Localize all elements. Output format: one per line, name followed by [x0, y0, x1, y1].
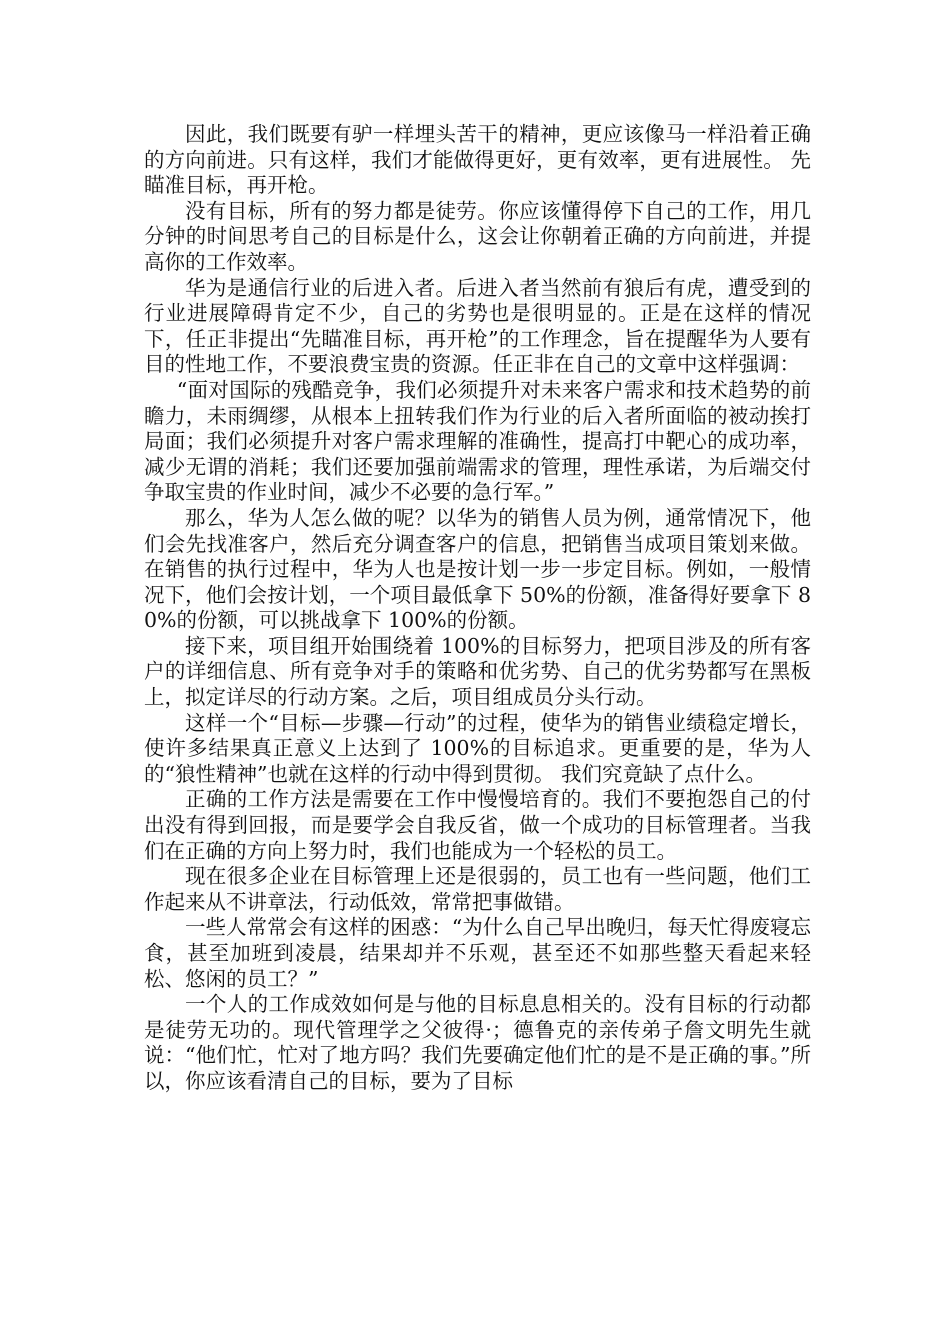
paragraph-6: 接下来，项目组开始围绕着 100%的目标努力，把项目涉及的所有客户的详细信息、所有竞争对手的策略和优劣势、自己的优劣势都写在黑板上，拟定详尽的行动方案。之后，项目组成员分头行动。 [144, 633, 811, 710]
paragraph-1: 因此，我们既要有驴一样埋头苦干的精神，更应该像马一样沿着正确的方向前进。只有这样，我们才能做得更好，更有效率，更有进展性。 先瞄准目标，再开枪。 [144, 122, 811, 198]
paragraph-11: 一个人的工作成效如何是与他的目标息息相关的。没有目标的行动都是徒劳无功的。现代管理学之父彼得·；德鲁克的亲传弟子詹文明先生就说：“他们忙，忙对了地方吗？我们先要确定他们忙的是不是正确的事。”所以，你应该看清自己的目标，要为了目标 [144, 992, 811, 1093]
paragraph-2: 没有目标，所有的努力都是徒劳。你应该懂得停下自己的工作，用几分钟的时间思考自己的目标是什么，这会让你朝着正确的方向前进，并提高你的工作效率。 [144, 198, 811, 274]
document-page [144, 122, 811, 1095]
paragraph-5: 那么，华为人怎么做的呢？以华为的销售人员为例，通常情况下，他们会先找准客户，然后充分调查客户的信息，把销售当成项目策划来做。在销售的执行过程中，华为人也是按计划一步一步定目标。例如，一般情况下，他们会按计划，一个项目最低拿下 50%的份额，准备得好要拿下 80%的份额，可以挑战拿下 100%的份额。 [144, 505, 811, 633]
paragraph-quote: “面对国际的残酷竞争，我们必须提升对未来客户需求和技术趋势的前瞻力，未雨绸缪，从根本上扭转我们作为行业的后入者所面临的被动挨打局面；我们必须提升对客户需求理解的准确性，提高打中靶心的成功率，减少无谓的消耗；我们还要加强前端需求的管理，理性承诺，为后端交付争取宝贵的作业时间，减少不必要的急行军。” [144, 377, 811, 505]
paragraph-7: 这样一个“目标—步骤—行动”的过程，使华为的销售业绩稳定增长，使许多结果真正意义上达到了 100%的目标追求。更重要的是，华为人的“狼性精神”也就在这样的行动中得到贯彻。 我们究竟缺了点什么。 [144, 710, 811, 786]
paragraph-3: 华为是通信行业的后进入者。后进入者当然前有狼后有虎，遭受到的行业进展障碍肯定不少，自己的劣势也是很明显的。正是在这样的情况下，任正非提出“先瞄准目标，再开枪”的工作理念，旨在提醒华为人要有目的性地工作，不要浪费宝贵的资源。任正非在自己的文章中这样强调： [144, 275, 811, 377]
paragraph-9: 现在很多企业在目标管理上还是很弱的，员工也有一些问题，他们工作起来从不讲章法，行动低效，常常把事做错。 [144, 864, 811, 914]
paragraph-8: 正确的工作方法是需要在工作中慢慢培育的。我们不要抱怨自己的付出没有得到回报，而是要学会自我反省，做一个成功的目标管理者。当我们在正确的方向上努力时，我们也能成为一个轻松的员工。 [144, 787, 811, 863]
paragraph-10: 一些人常常会有这样的困惑：“为什么自己早出晚归，每天忙得废寝忘食，甚至加班到凌晨，结果却并不乐观，甚至还不如那些整天看起来轻松、悠闲的员工？” [144, 915, 811, 991]
